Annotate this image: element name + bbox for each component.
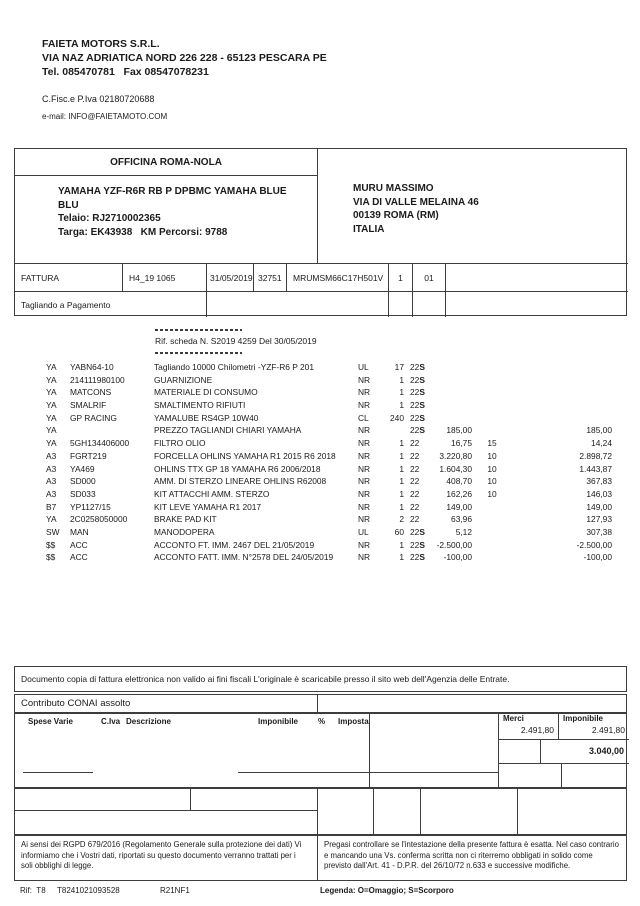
item-um: NR	[358, 450, 371, 461]
item-code: MAN	[70, 526, 89, 537]
item-row	[46, 539, 612, 552]
item-qty: 240	[390, 412, 404, 423]
grid-cell-1	[14, 788, 191, 811]
item-iva: 22	[410, 501, 420, 512]
payment-terms: Tagliando a Pagamento	[15, 292, 207, 317]
item-disc: 10	[487, 488, 497, 499]
summary-divider	[369, 714, 370, 788]
payment-empty-2	[389, 292, 413, 317]
item-desc: YAMALUBE RS4GP 10W40	[154, 412, 259, 423]
item-code: SMALRIF	[70, 400, 107, 411]
item-row	[46, 475, 612, 488]
totals-empty-left	[499, 764, 562, 788]
item-qty: 1	[399, 539, 404, 550]
item-code: YP1127/15	[70, 501, 111, 512]
e-invoice-note: Documento copia di fattura elettronica non valido ai fini fiscali L'originale è scaricabile presso il sito web dell'Agenzia delle Entrate.	[21, 674, 510, 684]
underline-segment-right	[238, 772, 498, 773]
item-code: GP RACING	[70, 412, 117, 423]
item-desc: ACCONTO FT. IMM. 2467 DEL 21/05/2019	[154, 539, 315, 550]
item-desc: Tagliando 10000 Chilometri -YZF-R6 P 201	[154, 362, 314, 372]
item-iva: 22S	[410, 539, 425, 550]
item-total	[512, 412, 612, 425]
item-pre: YA	[46, 374, 57, 385]
item-iva: 22	[410, 514, 420, 525]
item-um: UL	[358, 526, 369, 537]
item-iva: 22	[410, 476, 420, 487]
vehicle-chassis: Telaio: RJ2710002365	[58, 213, 161, 224]
item-um: NR	[358, 501, 371, 512]
item-disc: 10	[487, 463, 497, 474]
payment-empty-4	[446, 292, 628, 317]
item-code: SD033	[70, 488, 96, 499]
item-row	[46, 513, 612, 526]
item-iva: 22S	[410, 526, 425, 537]
item-row	[46, 399, 612, 412]
item-desc: FORCELLA OHLINS YAMAHA R1 2015 R6 2018	[154, 450, 336, 461]
item-code: 214111980100	[70, 374, 125, 385]
item-code: SD000	[70, 476, 96, 487]
col-header-pct: %	[318, 717, 326, 726]
item-price	[428, 374, 472, 387]
item-qty: 60	[394, 526, 404, 537]
item-disc	[472, 526, 512, 539]
item-pre: $$	[46, 552, 56, 563]
item-qty: 1	[399, 400, 404, 411]
item-code: YABN64-10	[70, 362, 114, 372]
item-desc: MATERIALE DI CONSUMO	[154, 387, 258, 398]
doc-type: FATTURA	[15, 264, 123, 291]
customer-city: 00139 ROMA (RM)	[353, 210, 439, 221]
vehicle-plate-km: Targa: EK43938 KM Percorsi: 9788	[58, 226, 228, 238]
workshop-title: OFFICINA ROMA-NOLA	[15, 149, 318, 176]
item-qty: 1	[399, 450, 404, 461]
col-header-civa: C.Iva	[101, 717, 121, 726]
item-um: NR	[358, 463, 371, 474]
item-desc: KIT ATTACCHI AMM. STERZO	[154, 488, 270, 499]
item-price: 1.604,30	[439, 463, 472, 474]
customer-country: ITALIA	[353, 223, 385, 235]
item-code: 5GH134406000	[70, 438, 130, 449]
item-iva: 22S	[410, 552, 425, 563]
item-pre: YA	[46, 387, 57, 398]
item-price: 5,12	[455, 526, 472, 537]
totals-box	[498, 713, 629, 789]
item-total: 14,24	[591, 438, 612, 449]
grid-cell-2	[190, 788, 318, 811]
col-header-spese-varie: Spese Varie	[28, 717, 73, 726]
invoice-meta-empty	[446, 264, 628, 291]
item-total	[512, 361, 612, 374]
item-pre: YA	[46, 438, 57, 449]
item-qty: 17	[394, 362, 404, 372]
imponibile-cell	[559, 713, 629, 739]
item-disc	[472, 551, 512, 564]
vehicle-description: YAMAHA YZF-R6R RB P DPBMC YAMAHA BLUE BLU	[58, 186, 287, 211]
seller-block	[42, 37, 327, 124]
summary-box	[14, 713, 627, 788]
item-um: NR	[358, 438, 371, 449]
item-code: ACC	[70, 552, 88, 563]
item-total	[512, 399, 612, 412]
item-um: UL	[358, 362, 369, 372]
seller-name: FAIETA MOTORS S.R.L.	[42, 38, 160, 50]
item-um: NR	[358, 514, 371, 525]
item-um: NR	[358, 387, 371, 398]
items-table	[46, 361, 612, 564]
item-code: YA469	[70, 463, 95, 474]
item-total	[512, 386, 612, 399]
item-price: 3.220,80	[439, 450, 472, 461]
vehicle-block	[15, 176, 318, 263]
invoice-number: H4_19 1065	[123, 264, 207, 291]
item-iva: 22	[410, 438, 420, 449]
item-disc	[472, 539, 512, 552]
item-pre: YA	[46, 362, 57, 372]
item-qty: 1	[399, 387, 404, 398]
customer-name: MURU MASSIMO	[353, 183, 434, 194]
item-price: 149,00	[446, 501, 472, 512]
item-code: 2C0258050000	[70, 514, 128, 525]
item-total: 2.898,72	[579, 450, 612, 461]
item-desc: MANODOPERA	[154, 526, 215, 537]
seller-email: e-mail: INFO@FAIETAMOTO.COM	[42, 112, 168, 121]
total-empty-cell	[499, 740, 541, 763]
item-um: NR	[358, 488, 371, 499]
grid-cell-6	[420, 788, 518, 835]
item-disc	[472, 374, 512, 387]
item-row	[46, 361, 612, 374]
imponibile-label: Imponibile	[563, 714, 603, 723]
item-price	[428, 386, 472, 399]
item-iva: 22S	[410, 387, 425, 398]
item-qty: 1	[399, 438, 404, 449]
seller-address: VIA NAZ ADRIATICA NORD 226 228 - 65123 PESCARA PE	[42, 52, 327, 64]
invoice-date: 31/05/2019	[207, 264, 254, 291]
item-desc: OHLINS TTX GP 18 YAMAHA R6 2006/2018	[154, 463, 321, 474]
item-code: FGRT219	[70, 450, 107, 461]
item-disc	[472, 386, 512, 399]
grid-cell-4	[317, 788, 374, 835]
item-disc	[472, 361, 512, 374]
item-code: MATCONS	[70, 387, 112, 398]
seller-fiscal-code: C.Fisc.e P.Iva 02180720688	[42, 94, 155, 104]
item-disc	[472, 501, 512, 514]
item-row	[46, 374, 612, 387]
item-row	[46, 412, 612, 425]
item-price: 63,96	[451, 514, 472, 525]
item-price	[428, 412, 472, 425]
item-pre: A3	[46, 450, 57, 461]
item-um: NR	[358, 539, 371, 550]
item-pre: $$	[46, 539, 56, 550]
invoice-page-number: 01	[413, 264, 446, 291]
item-qty: 1	[399, 374, 404, 385]
item-qty: 1	[399, 476, 404, 487]
col-header-descrizione: Descrizione	[126, 717, 171, 726]
item-total: 307,38	[586, 526, 612, 537]
item-row	[46, 501, 612, 514]
grid-cell-3	[14, 810, 318, 835]
item-price	[428, 361, 472, 374]
item-disc	[472, 513, 512, 526]
item-desc: FILTRO OLIO	[154, 438, 206, 449]
item-qty: 1	[399, 488, 404, 499]
item-code: ACC	[70, 539, 88, 550]
item-disc	[472, 412, 512, 425]
item-qty: 1	[399, 501, 404, 512]
item-price: -2.500,00	[436, 539, 472, 550]
underline-segment-left	[23, 772, 93, 773]
payment-empty-1	[207, 292, 389, 317]
item-total: 149,00	[586, 501, 612, 512]
total-row	[499, 740, 629, 764]
item-qty: 1	[399, 463, 404, 474]
item-total: -100,00	[583, 552, 612, 563]
legal-notes-box	[14, 835, 627, 881]
item-row	[46, 386, 612, 399]
item-pre: YA	[46, 412, 57, 423]
privacy-note: Ai sensi dei RGPD 679/2016 (Regolamento Generale sulla protezione dei dati) Vi informiamo che i Vostri dati, riportati su questo documento verranno trattati per i soli obblighi di legge.	[15, 836, 318, 880]
grid-cell-5	[373, 788, 421, 835]
item-iva: 22	[410, 488, 420, 499]
ref-note: Rif. scheda N. S2019 4259 Del 30/05/2019	[155, 336, 317, 346]
item-price: 162,26	[446, 488, 472, 499]
item-iva: 22S	[410, 374, 425, 385]
customer-fiscal-code: MRUMSM66C17H501V	[287, 264, 389, 291]
imponibile-value: 2.491,80	[591, 725, 625, 735]
item-row	[46, 437, 612, 450]
item-desc: BRAKE PAD KIT	[154, 514, 217, 525]
invoice-copy: 1	[389, 264, 413, 291]
item-pre: SW	[46, 526, 60, 537]
merci-value: 2.491,80	[520, 725, 554, 735]
item-row	[46, 424, 612, 437]
item-row	[46, 463, 612, 476]
footer-legend: Legenda: O=Omaggio; S=Scorporo	[320, 886, 454, 895]
item-pre: A3	[46, 463, 57, 474]
invoice-internal-code: 32751	[254, 264, 287, 291]
item-desc: SMALTIMENTO RIFIUTI	[154, 400, 246, 411]
item-total: 367,83	[586, 476, 612, 487]
item-desc: KIT LEVE YAMAHA R1 2017	[154, 501, 262, 512]
item-total	[512, 374, 612, 387]
merci-cell	[499, 713, 559, 739]
col-header-imponibile: Imponibile	[258, 717, 298, 726]
item-total: 127,93	[586, 514, 612, 525]
item-um: CL	[358, 412, 369, 423]
item-iva: 22S	[410, 425, 425, 436]
e-invoice-note-box	[14, 666, 627, 692]
seller-phone-fax: Tel. 085470781 Fax 08547078231	[42, 66, 209, 78]
item-disc: 10	[487, 450, 497, 461]
item-total: 1.443,87	[579, 463, 612, 474]
invoice-header-box	[14, 148, 627, 316]
item-price: 16,75	[451, 438, 472, 449]
item-price	[428, 399, 472, 412]
conai-empty-cell	[317, 694, 627, 713]
item-iva: 22S	[410, 400, 425, 411]
totals-empty-row	[499, 764, 629, 788]
item-iva: 22	[410, 450, 420, 461]
item-total: -2.500,00	[576, 539, 612, 550]
payment-empty-3	[413, 292, 446, 317]
item-pre: A3	[46, 488, 57, 499]
item-pre: A3	[46, 476, 57, 487]
item-price: -100,00	[443, 552, 472, 563]
dashed-separator-top	[155, 329, 242, 331]
item-total: 146,03	[586, 488, 612, 499]
footer-rif: Rif: T8	[20, 886, 46, 895]
item-desc: PREZZO TAGLIANDI CHIARI YAMAHA	[154, 425, 302, 436]
merci-label: Merci	[503, 714, 524, 723]
item-desc: ACCONTO FATT. IMM. N°2578 DEL 24/05/2019	[154, 552, 334, 563]
item-row	[46, 450, 612, 463]
item-pre: B7	[46, 501, 57, 512]
item-disc	[472, 424, 512, 437]
item-row	[46, 551, 612, 564]
item-um: NR	[358, 476, 371, 487]
item-pre: YA	[46, 400, 57, 411]
item-code	[70, 424, 154, 437]
item-row	[46, 488, 612, 501]
dashed-separator-bottom	[155, 352, 242, 354]
item-um: NR	[358, 374, 371, 385]
item-um: NR	[358, 425, 371, 436]
customer-block	[318, 149, 628, 263]
item-row	[46, 526, 612, 539]
item-pre: YA	[46, 425, 57, 436]
item-desc: GUARNIZIONE	[154, 374, 213, 385]
item-disc: 10	[487, 476, 497, 487]
totals-empty-right	[562, 764, 629, 788]
item-iva: 22S	[410, 412, 425, 423]
item-um: NR	[358, 400, 371, 411]
invoice-total: 3.040,00	[588, 746, 624, 756]
grid-cell-7	[517, 788, 627, 835]
footer-code-2: R21NF1	[160, 886, 190, 895]
item-iva: 22S	[410, 362, 425, 372]
item-disc: 15	[487, 438, 497, 449]
item-pre: YA	[46, 514, 57, 525]
item-qty: 2	[399, 514, 404, 525]
item-qty: 1	[399, 552, 404, 563]
payment-row	[15, 291, 628, 317]
customer-address: VIA DI VALLE MELAINA 46	[353, 196, 479, 208]
item-price: 408,70	[446, 476, 472, 487]
conai-note: Contributo CONAI assolto	[21, 698, 131, 709]
item-qty	[384, 424, 404, 437]
totals-header-row	[499, 713, 629, 740]
item-iva: 22	[410, 463, 420, 474]
item-um: NR	[358, 552, 371, 563]
invoice-meta-row	[15, 263, 628, 291]
item-price: 185,00	[446, 425, 472, 436]
col-header-imposta: Imposta	[338, 717, 369, 726]
item-desc: AMM. DI STERZO LINEARE OHLINS R62008	[154, 476, 327, 487]
footer-code-1: T8241021093528	[57, 886, 120, 895]
item-disc	[472, 399, 512, 412]
conai-cell	[14, 694, 318, 713]
check-note: Pregasi controllare se l'intestazione della presente fattura è esatta. Nel caso contrario e mancando una Vs. conferma scritta non ci riterremo obbligati in solido come previsto dall'Art. 41 - D.P.R. del 26/10/72 n.633 e successive modifiche.	[324, 840, 619, 871]
item-total: 185,00	[586, 425, 612, 436]
